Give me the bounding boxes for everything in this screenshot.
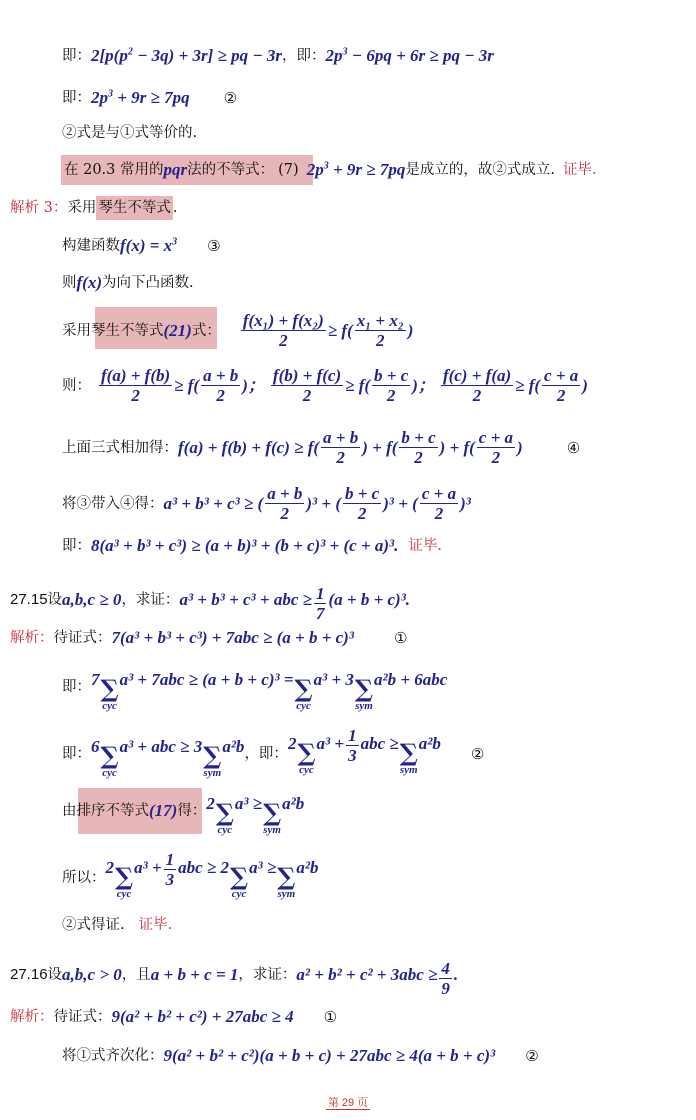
label-prefix: 即： [62,538,91,554]
reference-number: (21) [163,320,192,340]
rearrangement-inequality-label: 排序不等式 [76,803,149,819]
result-line [62,536,442,556]
sum-cyc-icon: ∑ cyc [215,798,234,836]
sum-cyc-icon: ∑ cyc [297,738,316,776]
math-expression: 7 ∑ cyc a³ + 7abc ≥ (a + b + c)³ = ∑ cyc a³ + 3 ∑ sym a²b + 6abc [91,670,448,712]
math-expression: $2[p(p^2 - 3q) + 3r]$ ≥ pq − 3r [91,46,283,65]
analysis-3-heading [10,196,177,220]
statement-text: 式： [191,322,221,339]
jensen-inequality-label: 琴生不等式 [91,322,164,339]
problem-27-16 [10,955,459,998]
page-footer [0,1094,696,1110]
math-expression: a³ + b³ + c³ + abc ≥ $\frac{1}{7}$ (a + b + c)³. [179,584,411,623]
reference-number: (7) [278,162,299,178]
statement-text: ②式得证. [62,917,125,933]
statement-text: 设 [47,591,63,608]
label-prefix: 即： [62,679,91,695]
pqr-reference-line [64,160,597,180]
sum-sym-icon: ∑ sym [203,740,222,779]
statement-text: 设 [47,966,63,983]
label-prefix: 即： [62,745,91,762]
math-expression: 2 ∑ cyc a³ + $\frac{1}{3}$ abc ≥ 2 ∑ cyc a³ ≥ ∑ sym a²b [105,850,319,900]
reference-text: 法的不等式： [187,162,275,178]
math-expression: $2p^3 + 9r \ge 7pq$ [91,88,190,107]
math-expression: a³ + b³ + c³ ≥ ( $\frac{a + b}{2}$ )³ + ( $\frac{b + c}{2}$ )³ + ( $\frac{c + a}{2}$ )³ [163,484,471,523]
qed-label: 证毕. [562,162,597,178]
equation-marker: ② [525,1047,539,1065]
equation-marker: ④ [566,438,581,457]
equation-marker: ③ [207,237,221,255]
jensen-inequality-highlight: 琴生不等式 [96,196,173,220]
separator: ，即： [244,745,288,762]
equation-marker: ① [323,1008,338,1026]
analysis-label: 解析 3： [10,200,68,216]
math-expression: 7(a³ + b³ + c³) + 7abc ≥ (a + b + c)³ [111,628,354,647]
equation-marker: ① [393,629,408,647]
sum-inequality-line [62,428,580,467]
analysis-label: 解析： [10,1009,54,1025]
sum-cyc-icon: ∑ cyc [100,740,119,779]
sum-sym-icon: ∑ sym [399,738,418,776]
math-expression: 9(a² + b² + c²) + 27abc ≥ 4 [111,1007,294,1026]
math-expression: $\frac{\text{f(x₁) + f(x₂)}}{2}$ ≥ f( $\frac{\text{x₁ + x₂}}{2}$ ) [242,311,414,350]
label-prefix: 即： [62,90,91,106]
label-prefix: 所以： [62,869,106,886]
statement-text: 待证式： [53,630,112,646]
reference-number: (17) [149,801,178,820]
qed-label: 证毕. [138,917,173,933]
label-prefix: 上面三式相加得： [62,439,178,456]
problem-number: 27.15 [10,590,48,608]
equation-marker: ② [470,744,485,763]
analysis-27-16 [10,1007,337,1027]
statement-text: 则 [62,275,77,291]
qed-label: 证毕. [408,538,443,554]
sum-cyc-icon: ∑ cyc [294,674,313,712]
conclusion-text: 是成立的，故②式成立. [405,162,555,178]
label-prefix: 将③带入④得： [62,495,164,512]
pqr-term: pqr [163,160,188,179]
statement-text: 待证式： [53,1009,112,1025]
sum-sym-icon: ∑ sym [263,798,282,836]
sum-cyc-icon: ∑ cyc [115,862,134,900]
label-prefix: 将①式齐次化： [62,1048,164,1064]
statement-text: ，求证： [238,966,297,983]
math-expression: f(x) [76,273,102,292]
reference-text: 在 20.3 常用的 [64,162,164,178]
page-number: 第 29 页 [327,1097,369,1109]
sum-sym-icon: ∑ sym [354,674,373,712]
jensen-formula-line [62,311,413,350]
derivation-line-2 [62,88,237,108]
math-expression: $\frac{f(a) + f(b)}{2}$ ≥ f( $\frac{a + b}{2}$ )； $\frac{f(b) + f(c)}{2}$ ≥ f( $\frac{b + c}{2}$ )； $\frac{f(c) + f(a)}{2}$ ≥ f( $\frac{c + a}{2}$ ) [101,366,588,405]
statement-text: ，且 [121,966,151,983]
math-expression: 8(a³ + b³ + c³) ≥ (a + b)³ + (b + c)³ + (c + a)³. [91,536,399,555]
label-prefix: 则： [62,377,91,394]
substitution-line [62,484,471,523]
statement-text: ②式是与①式等价的. [62,125,198,141]
condition: a + b + c = 1 [150,964,239,984]
problem-number: 27.16 [10,965,48,983]
sum-sym-icon: ∑ sym [277,862,296,900]
homogenize-line [62,1046,539,1066]
label-prefix: 即： [62,48,91,64]
condition: a,b,c > 0 [62,964,122,984]
sum-cyc-icon: ∑ cyc [100,674,119,712]
derivation-line-1 [62,46,494,66]
expansion-line [62,670,448,712]
proven-line [62,915,172,935]
math-expression: $2p^3 - 6pq + 6r$ ≥ pq − 3r [325,46,494,65]
period: . [172,200,178,216]
condition: a,b,c ≥ 0 [62,589,122,609]
statement-text: 构建函数 [62,238,120,254]
statement-line [62,123,197,143]
rearrangement-line [62,794,305,836]
math-expression: a² + b² + c² + 3abc ≥ $\frac{4}{9}$ . [296,959,459,998]
three-inequalities-line [62,366,588,405]
math-expression: f(a) + f(b) + f(c) ≥ f( $\frac{a + b}{2}$ ) + f( $\frac{b + c}{2}$ ) + f( $\frac{c + a}{2}$ ) [178,428,523,467]
analysis-label: 解析： [10,630,54,646]
math-expression: 6 ∑ cyc a³ + abc ≥ 3 ∑ sym a²b [91,736,245,779]
separator: ，即： [282,48,326,64]
math-expression: $2p^3 + 9r \ge 7pq$ [306,160,406,179]
construct-function-line [62,236,221,256]
statement-text: 由 [62,803,77,819]
analysis-27-15 [10,628,407,648]
math-expression: 2 ∑ cyc a³ ≥ ∑ sym a²b [206,794,305,836]
math-expression: 2 ∑ cyc a³ + $\frac{1}{3}$ abc ≥ ∑ sym a²b [287,726,441,776]
statement-text: 得： [177,803,207,819]
sum-cyc-icon: ∑ cyc [230,862,249,900]
statement-text: ，求证： [121,591,180,608]
math-expression: $f(x) = x^3$ [120,236,178,255]
simplified-line [62,726,485,779]
statement-text: 为向下凸函数. [101,275,194,291]
math-expression: 9(a² + b² + c²)(a + b + c) + 27abc ≥ 4(a + b + c)³ [163,1046,496,1065]
method-text: 采用 [67,200,97,216]
equation-marker: ② [223,89,238,107]
statement-text: 采用 [62,322,91,339]
therefore-line [62,850,319,900]
convex-function-line [62,273,194,293]
problem-27-15 [10,580,411,623]
